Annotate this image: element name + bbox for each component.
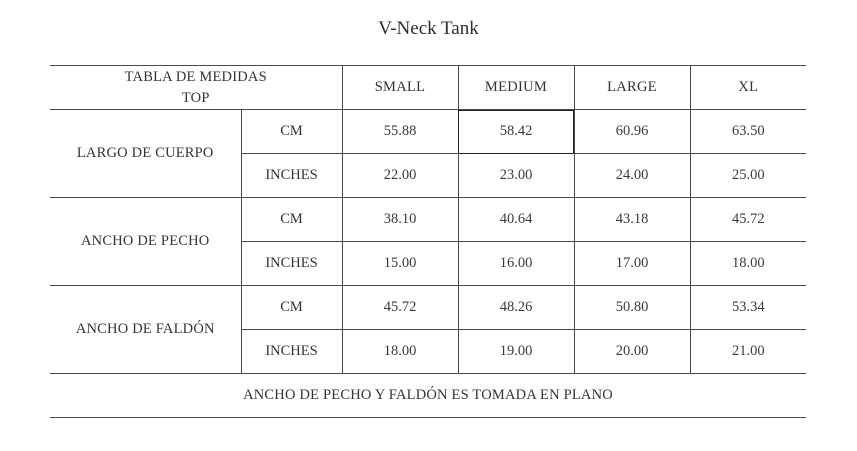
value-cell: 23.00 [458,154,574,198]
measure-name: LARGO DE CUERPO [50,110,241,198]
value-cell: 40.64 [458,198,574,242]
value-cell: 43.18 [574,198,690,242]
value-cell: 45.72 [690,198,806,242]
value-cell: 19.00 [458,330,574,374]
value-cell: 21.00 [690,330,806,374]
unit-cell: INCHES [241,154,342,198]
value-cell: 63.50 [690,110,806,154]
table-row [50,198,806,242]
value-cell: 53.34 [690,286,806,330]
table-label-line2: TOP [181,89,210,106]
unit-cell: INCHES [241,242,342,286]
value-cell: 22.00 [342,154,458,198]
unit-cell: CM [241,198,342,242]
unit-cell: CM [241,286,342,330]
table-label-cell [50,66,342,110]
table-row [50,110,806,154]
measure-name: ANCHO DE PECHO [50,198,241,286]
size-header-xl: XL [690,66,806,110]
value-cell: 48.26 [458,286,574,330]
value-cell: 15.00 [342,242,458,286]
size-header-medium: MEDIUM [458,66,574,110]
value-cell: 50.80 [574,286,690,330]
value-cell: 25.00 [690,154,806,198]
value-cell: 16.00 [458,242,574,286]
value-cell: 60.96 [574,110,690,154]
value-cell: 24.00 [574,154,690,198]
note-row [50,374,806,418]
unit-cell: INCHES [241,330,342,374]
size-header-large: LARGE [574,66,690,110]
value-cell: 55.88 [342,110,458,154]
header-row [50,66,806,110]
value-cell: 38.10 [342,198,458,242]
value-cell: 20.00 [574,330,690,374]
unit-cell: CM [241,110,342,154]
size-header-small: SMALL [342,66,458,110]
table-row [50,286,806,330]
value-cell: 18.00 [690,242,806,286]
size-chart-table [50,65,806,418]
page-title: V-Neck Tank [378,18,479,39]
value-cell-selected[interactable]: 58.42 [458,110,574,154]
value-cell: 45.72 [342,286,458,330]
measure-name: ANCHO DE FALDÓN [50,286,241,374]
footnote: ANCHO DE PECHO Y FALDÓN ES TOMADA EN PLANO [50,374,806,418]
value-cell: 17.00 [574,242,690,286]
value-cell: 18.00 [342,330,458,374]
table-label-line1: TABLA DE MEDIDAS [124,68,267,85]
